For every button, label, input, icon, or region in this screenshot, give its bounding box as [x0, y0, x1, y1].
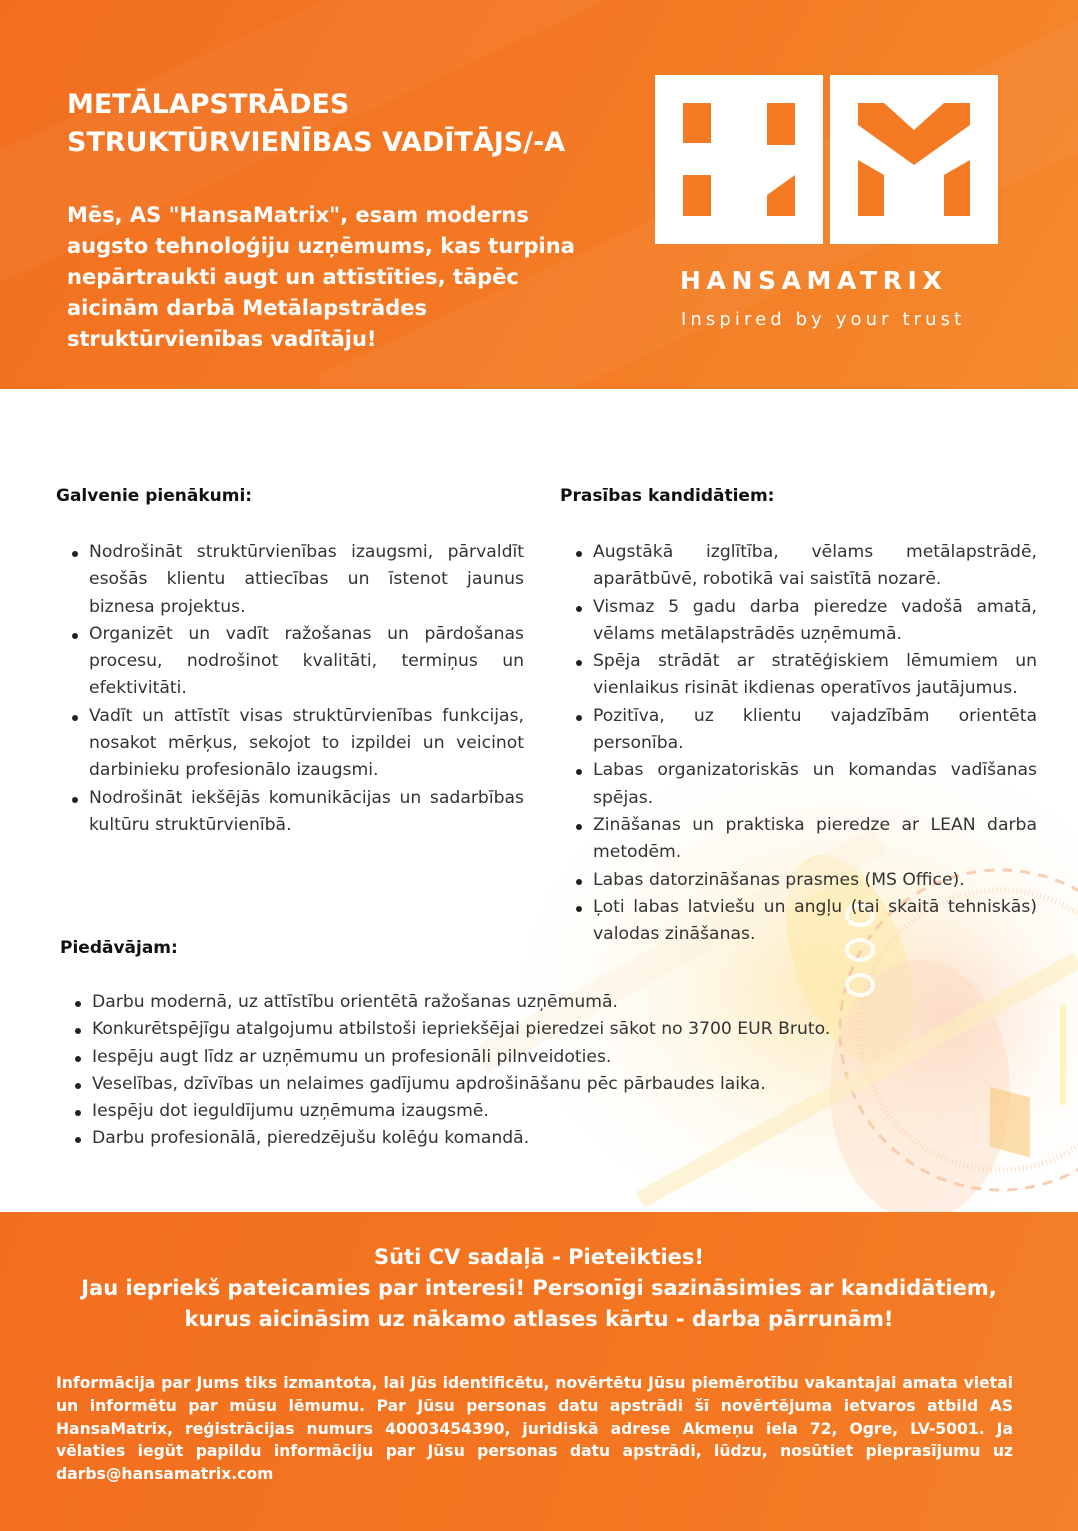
list-item: Labas organizatoriskās un komandas vadīšanas spējas. — [593, 757, 1037, 812]
list-item: Nodrošināt iekšējās komunikācijas un sadarbības kultūru struktūrvienībā. — [89, 785, 524, 840]
list-item: Ļoti labas latviešu un angļu (tai skaitā tehniskās) valodas zināšanas. — [593, 894, 1037, 949]
intro-line: augsto tehnoloģiju uzņēmums, kas turpina — [67, 234, 575, 258]
cta-line: Sūti CV sadaļā - Pieteikties! — [373, 1245, 704, 1269]
duties-heading: Galvenie pienākumi: — [56, 486, 253, 506]
list-item: Vadīt un attīstīt visas struktūrvienības funkcijas, nosakot mērķus, sekojot to izpildei un veicinot darbinieku profesionālo izaugsmi. — [89, 703, 524, 785]
list-item: Darbu profesionālā, pieredzējušu kolēģu komandā. — [92, 1125, 872, 1152]
intro-line: struktūrvienības vadītāju! — [67, 327, 377, 351]
job-title-line: METĀLAPSTRĀDES — [67, 89, 350, 120]
list-item: Organizēt un vadīt ražošanas un pārdošanas procesu, nodrošinot kvalitāti, termiņus un efektivitāti. — [89, 621, 524, 703]
offer-list — [92, 989, 872, 1153]
offer-heading: Piedāvājam: — [60, 938, 178, 958]
list-item: Augstākā izglītība, vēlams metālapstrādē, aparātbūvē, robotikā vai saistītā nozarē. — [593, 539, 1037, 594]
requirements-list — [593, 539, 1037, 948]
cta-line: Jau iepriekš pateicamies par interesi! Personīgi sazināsimies ar kandidātiem, — [81, 1276, 997, 1300]
requirements-heading: Prasības kandidātiem: — [560, 486, 775, 506]
list-item: Veselības, dzīvības un nelaimes gadījumu apdrošināšanu pēc pārbaudes laika. — [92, 1071, 872, 1098]
cta-line: kurus aicināsim uz nākamo atlases kārtu - darba pārrunām! — [184, 1307, 894, 1331]
list-item: Darbu modernā, uz attīstību orientētā ražošanas uzņēmumā. — [92, 989, 872, 1016]
intro-line: Mēs, AS "HansaMatrix", esam moderns — [67, 203, 529, 227]
privacy-notice: Informācija par Jums tiks izmantota, lai Jūs identificētu, novērtētu Jūsu piemērotību vakantajai amata vietai un informētu par mūsu lēmumu. Par Jūsu personas datu apstrādi šī novērtējuma ietvaros atbild AS HansaMatrix, reģistrācijas numurs 40003454390, juridiskā adrese Akmeņu iela 72, Ogre, LV-5001. Ja vēlaties iegūt papildu informāciju par Jūsu personas datu apstrādi, lūdzu, nosūtiet pieprasījumu uz darbs@hansamatrix.com — [56, 1374, 1013, 1484]
brand-tagline: Inspired by your trust — [681, 309, 966, 330]
duties-list — [89, 539, 524, 839]
call-to-action — [0, 1242, 1078, 1335]
intro-line: nepārtraukti augt un attīstīties, tāpēc — [67, 265, 519, 289]
list-item: Labas datorzināšanas prasmes (MS Office). — [593, 867, 1037, 894]
list-item: Zināšanas un praktiska pieredze ar LEAN darba metodēm. — [593, 812, 1037, 867]
brand-name: HANSAMATRIX — [680, 266, 948, 295]
list-item: Iespēju augt līdz ar uzņēmumu un profesionāli pilnveidoties. — [92, 1044, 872, 1071]
list-item: Spēja strādāt ar stratēģiskiem lēmumiem un vienlaikus risināt ikdienas operatīvos jautājumus. — [593, 648, 1037, 703]
list-item: Nodrošināt struktūrvienības izaugsmi, pārvaldīt esošās klientu attiecības un īstenot jaunus biznesa projektus. — [89, 539, 524, 621]
company-intro — [67, 200, 607, 355]
header-banner — [0, 0, 1078, 389]
list-item: Vismaz 5 gadu darba pieredze vadošā amatā, vēlams metālapstrādēs uzņēmumā. — [593, 594, 1037, 649]
hm-logo-icon — [655, 75, 998, 244]
intro-line: aicinām darbā Metālapstrādes — [67, 296, 427, 320]
job-title-line: STRUKTŪRVIENĪBAS VADĪTĀJS/-A — [67, 127, 566, 158]
list-item: Konkurētspējīgu atalgojumu atbilstoši iepriekšējai pieredzei sākot no 3700 EUR Bruto. — [92, 1016, 872, 1043]
job-title — [67, 86, 565, 162]
list-item: Iespēju dot ieguldījumu uzņēmuma izaugsmē. — [92, 1098, 872, 1125]
footer-banner — [0, 1212, 1078, 1531]
list-item: Pozitīva, uz klientu vajadzībām orientēta personība. — [593, 703, 1037, 758]
